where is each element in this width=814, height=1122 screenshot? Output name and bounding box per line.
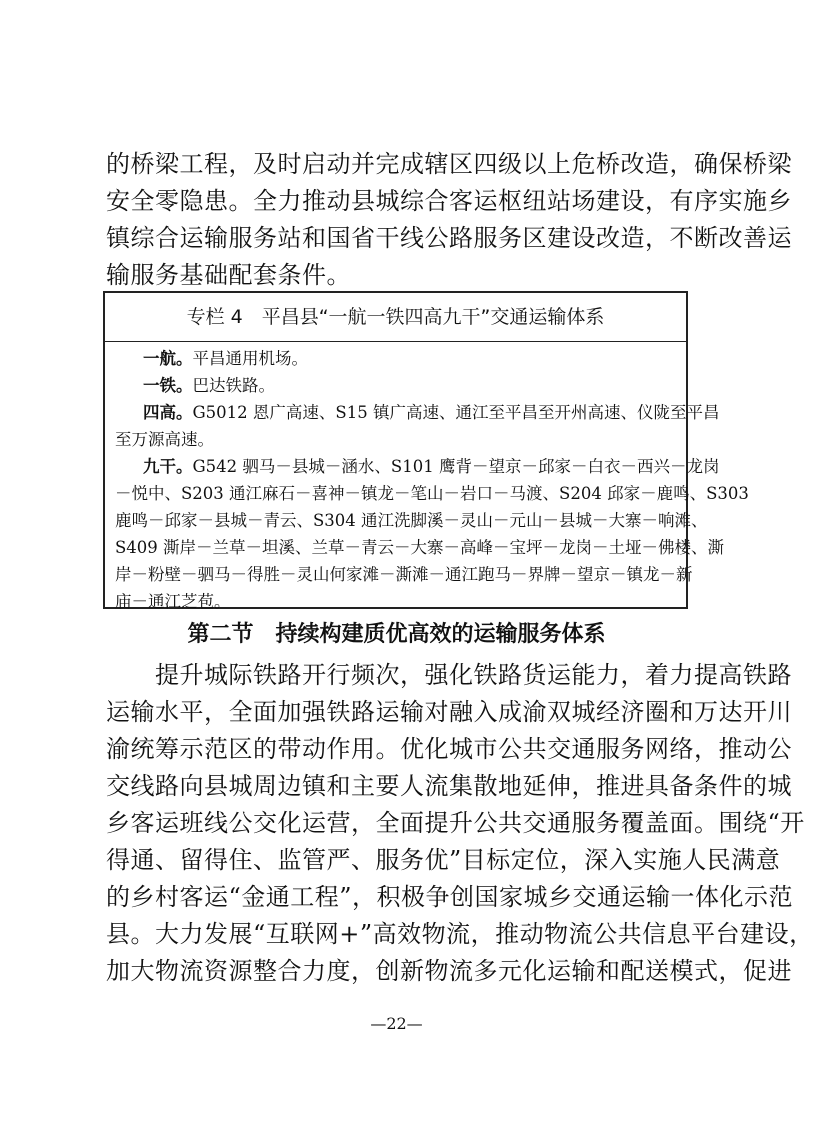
item-text-continued: －悦中、S203 通江麻石－喜神－镇龙－笔山－岩口－马渡、S204 邱家－鹿鸣、S303 — [115, 484, 749, 503]
box-title: 专栏 4 平昌县“一航一铁四高九干”交通运输体系 — [186, 306, 605, 328]
paragraph-line: 的乡村客运“金通工程”，积极争创国家城乡交通运输一体化示范 — [106, 883, 794, 911]
box-item-airport — [115, 345, 678, 372]
paragraph-line: 县。大力发展“互联网+”高效物流，推动物流公共信息平台建设， — [106, 920, 814, 948]
item-text: 平昌通用机场。 — [192, 349, 308, 368]
item-text-continued: 至万源高速。 — [115, 430, 214, 449]
paragraph-line: 交线路向县城周边镇和主要人流集散地延伸，推进具备条件的城 — [106, 772, 792, 800]
item-label: 一航。 — [143, 349, 193, 368]
paragraph-line: 运输水平，全面加强铁路运输对融入成渝双城经济圈和万达开川 — [106, 698, 792, 726]
item-text: G542 驷马－县城－涵水、S101 鹰背－望京－邱家－白衣－西兴－龙岗 — [192, 457, 720, 476]
paragraph-line: 加大物流资源整合力度，创新物流多元化运输和配送模式，促进 — [106, 957, 792, 985]
item-text-continued: 鹿鸣－邱家－县城－青云、S304 通江洗脚溪－灵山－元山－县城－大寨－响滩、 — [115, 511, 708, 530]
item-text-continued: 岸－粉壁－驷马－得胜－灵山何家滩－澌滩－通江跑马－界牌－望京－镇龙－新 — [115, 565, 693, 584]
section-heading: 第二节 持续构建质优高效的运输服务体系 — [187, 622, 606, 647]
item-text-continued: S409 澌岸－兰草－坦溪、兰草－青云－大寨－高峰－宝坪－龙岗－土垭－佛楼、澌 — [115, 538, 725, 557]
paragraph-1 — [106, 146, 792, 294]
box-item-expressways — [115, 399, 720, 426]
paragraph-line: 乡客运班线公交化运营，全面提升公共交通服务覆盖面。围绕“开 — [106, 809, 805, 837]
box-item-railway — [115, 372, 678, 399]
box-item-trunk-roads — [115, 453, 720, 480]
paragraph-line: 镇综合运输服务站和国省干线公路服务区建设改造，不断改善运 — [106, 224, 792, 252]
item-text: G5012 恩广高速、S15 镇广高速、通江至平昌至开州高速、仪陇至平昌 — [192, 403, 720, 422]
item-text: 巴达铁路。 — [192, 376, 275, 395]
paragraph-line: 提升城际铁路开行频次，强化铁路货运能力，着力提高铁路 — [106, 661, 792, 689]
paragraph-line: 得通、留得住、监管严、服务优”目标定位，深入实施人民满意 — [106, 846, 781, 874]
box-divider — [105, 341, 686, 342]
item-label: 九干。 — [143, 457, 193, 476]
item-label: 一铁。 — [143, 376, 193, 395]
item-text-continued: 庙－通江芝苞。 — [115, 592, 231, 611]
paragraph-2 — [106, 657, 814, 990]
paragraph-line: 的桥梁工程，及时启动并完成辖区四级以上危桥改造，确保桥梁 — [106, 150, 792, 178]
paragraph-line: 渝统筹示范区的带动作用。优化城市公共交通服务网络，推动公 — [106, 735, 792, 763]
page-number: —22— — [370, 1014, 423, 1033]
paragraph-line: 安全零隐患。全力推动县城综合客运枢纽站场建设，有序实施乡 — [106, 187, 792, 215]
sidebar-box-column-4 — [103, 291, 749, 611]
box-body — [115, 345, 749, 615]
paragraph-line: 输服务基础配套条件。 — [106, 261, 351, 289]
item-label: 四高。 — [143, 403, 193, 422]
